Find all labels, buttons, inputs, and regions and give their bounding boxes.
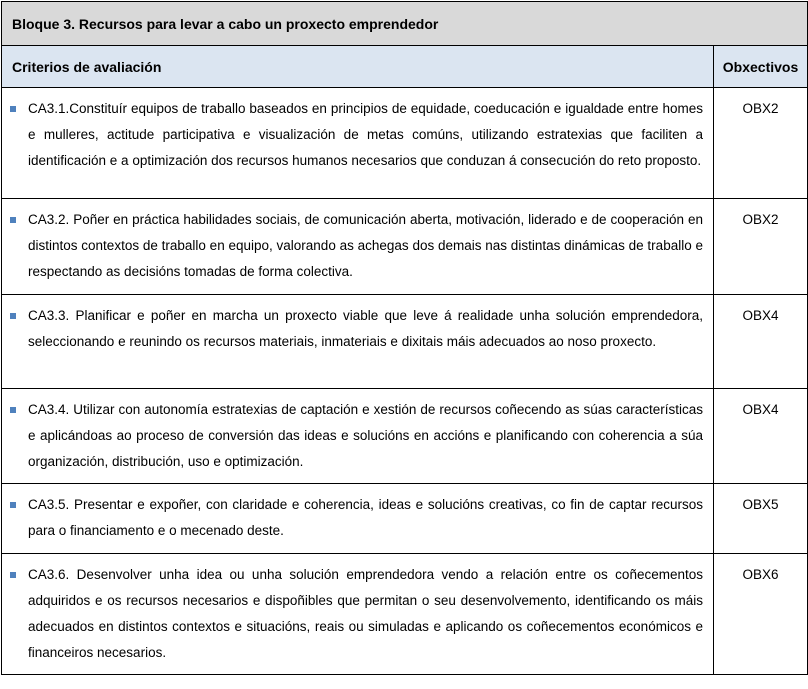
square-bullet-icon [10,106,16,112]
header-row [2,46,808,88]
criterion-text: CA3.2. Poñer en práctica habilidades sociais, de comunicación aberta, motivación, liderado e de cooperación en distintos contextos de traballo en equipo, valorando as achegas dos demais nas distintas dinámicas de traballo e respectando as decisións tomadas de forma colectiva. [28,212,703,279]
criterion-cell [2,88,714,199]
square-bullet-icon [10,407,16,413]
table-row [2,484,808,554]
criterion-cell [2,554,714,675]
criterion-text: CA3.3. Planificar e poñer en marcha un proxecto viable que leve á realidade unha solución emprendedora, seleccionando e reunindo os recursos materiais, inmateriais e dixitais máis adecuados ao noso proxecto. [28,308,703,349]
objective-cell: OBX2 [714,88,808,199]
table-row [2,295,808,389]
square-bullet-icon [10,502,16,508]
block-title: Bloque 3. Recursos para levar a cabo un proxecto emprendedor [2,2,808,46]
criterion-cell [2,389,714,484]
criterion-text: CA3.6. Desenvolver unha idea ou unha solución emprendedora vendo a relación entre os coñecementos adquiridos e os recursos necesarios e dispoñibles que permitan o seu desenvolvemento, identificando os máis adecuados en distintos contextos e situacións, reais ou simuladas e aplicando os coñecementos económicos e financeiros necesarios. [28,567,703,660]
objective-cell: OBX4 [714,389,808,484]
criterion-text: CA3.1.Constituír equipos de traballo baseados en principios de equidade, coeducación e igualdade entre homes e mulleres, actitude participativa e visualización de metas comúns, utilizando estratexias que faciliten a identificación e a optimización dos recursos humanos necesarios que conduzan á consecución do reto proposto. [28,101,703,168]
block-title-row [2,2,808,46]
header-objectives: Obxectivos [714,46,808,88]
table-row [2,554,808,675]
objective-cell: OBX4 [714,295,808,389]
square-bullet-icon [10,217,16,223]
criterion-cell [2,199,714,295]
square-bullet-icon [10,572,16,578]
objective-cell: OBX2 [714,199,808,295]
table-row [2,88,808,199]
criterion-text: CA3.4. Utilizar con autonomía estratexias de captación e xestión de recursos coñecendo as súas características e aplicándoas ao proceso de conversión das ideas e solucións en accións e planificando con coherencia a súa organización, distribución, uso e optimización. [28,402,703,469]
table-row [2,199,808,295]
criterion-text: CA3.5. Presentar e expoñer, con claridade e coherencia, ideas e solucións creativas, co fin de captar recursos para o financiamento e o mecenado deste. [28,497,703,538]
square-bullet-icon [10,313,16,319]
criteria-table [1,1,808,675]
criterion-cell [2,484,714,554]
objective-cell: OBX6 [714,554,808,675]
objective-cell: OBX5 [714,484,808,554]
table-row [2,389,808,484]
criterion-cell [2,295,714,389]
header-criteria: Criterios de avaliación [2,46,714,88]
